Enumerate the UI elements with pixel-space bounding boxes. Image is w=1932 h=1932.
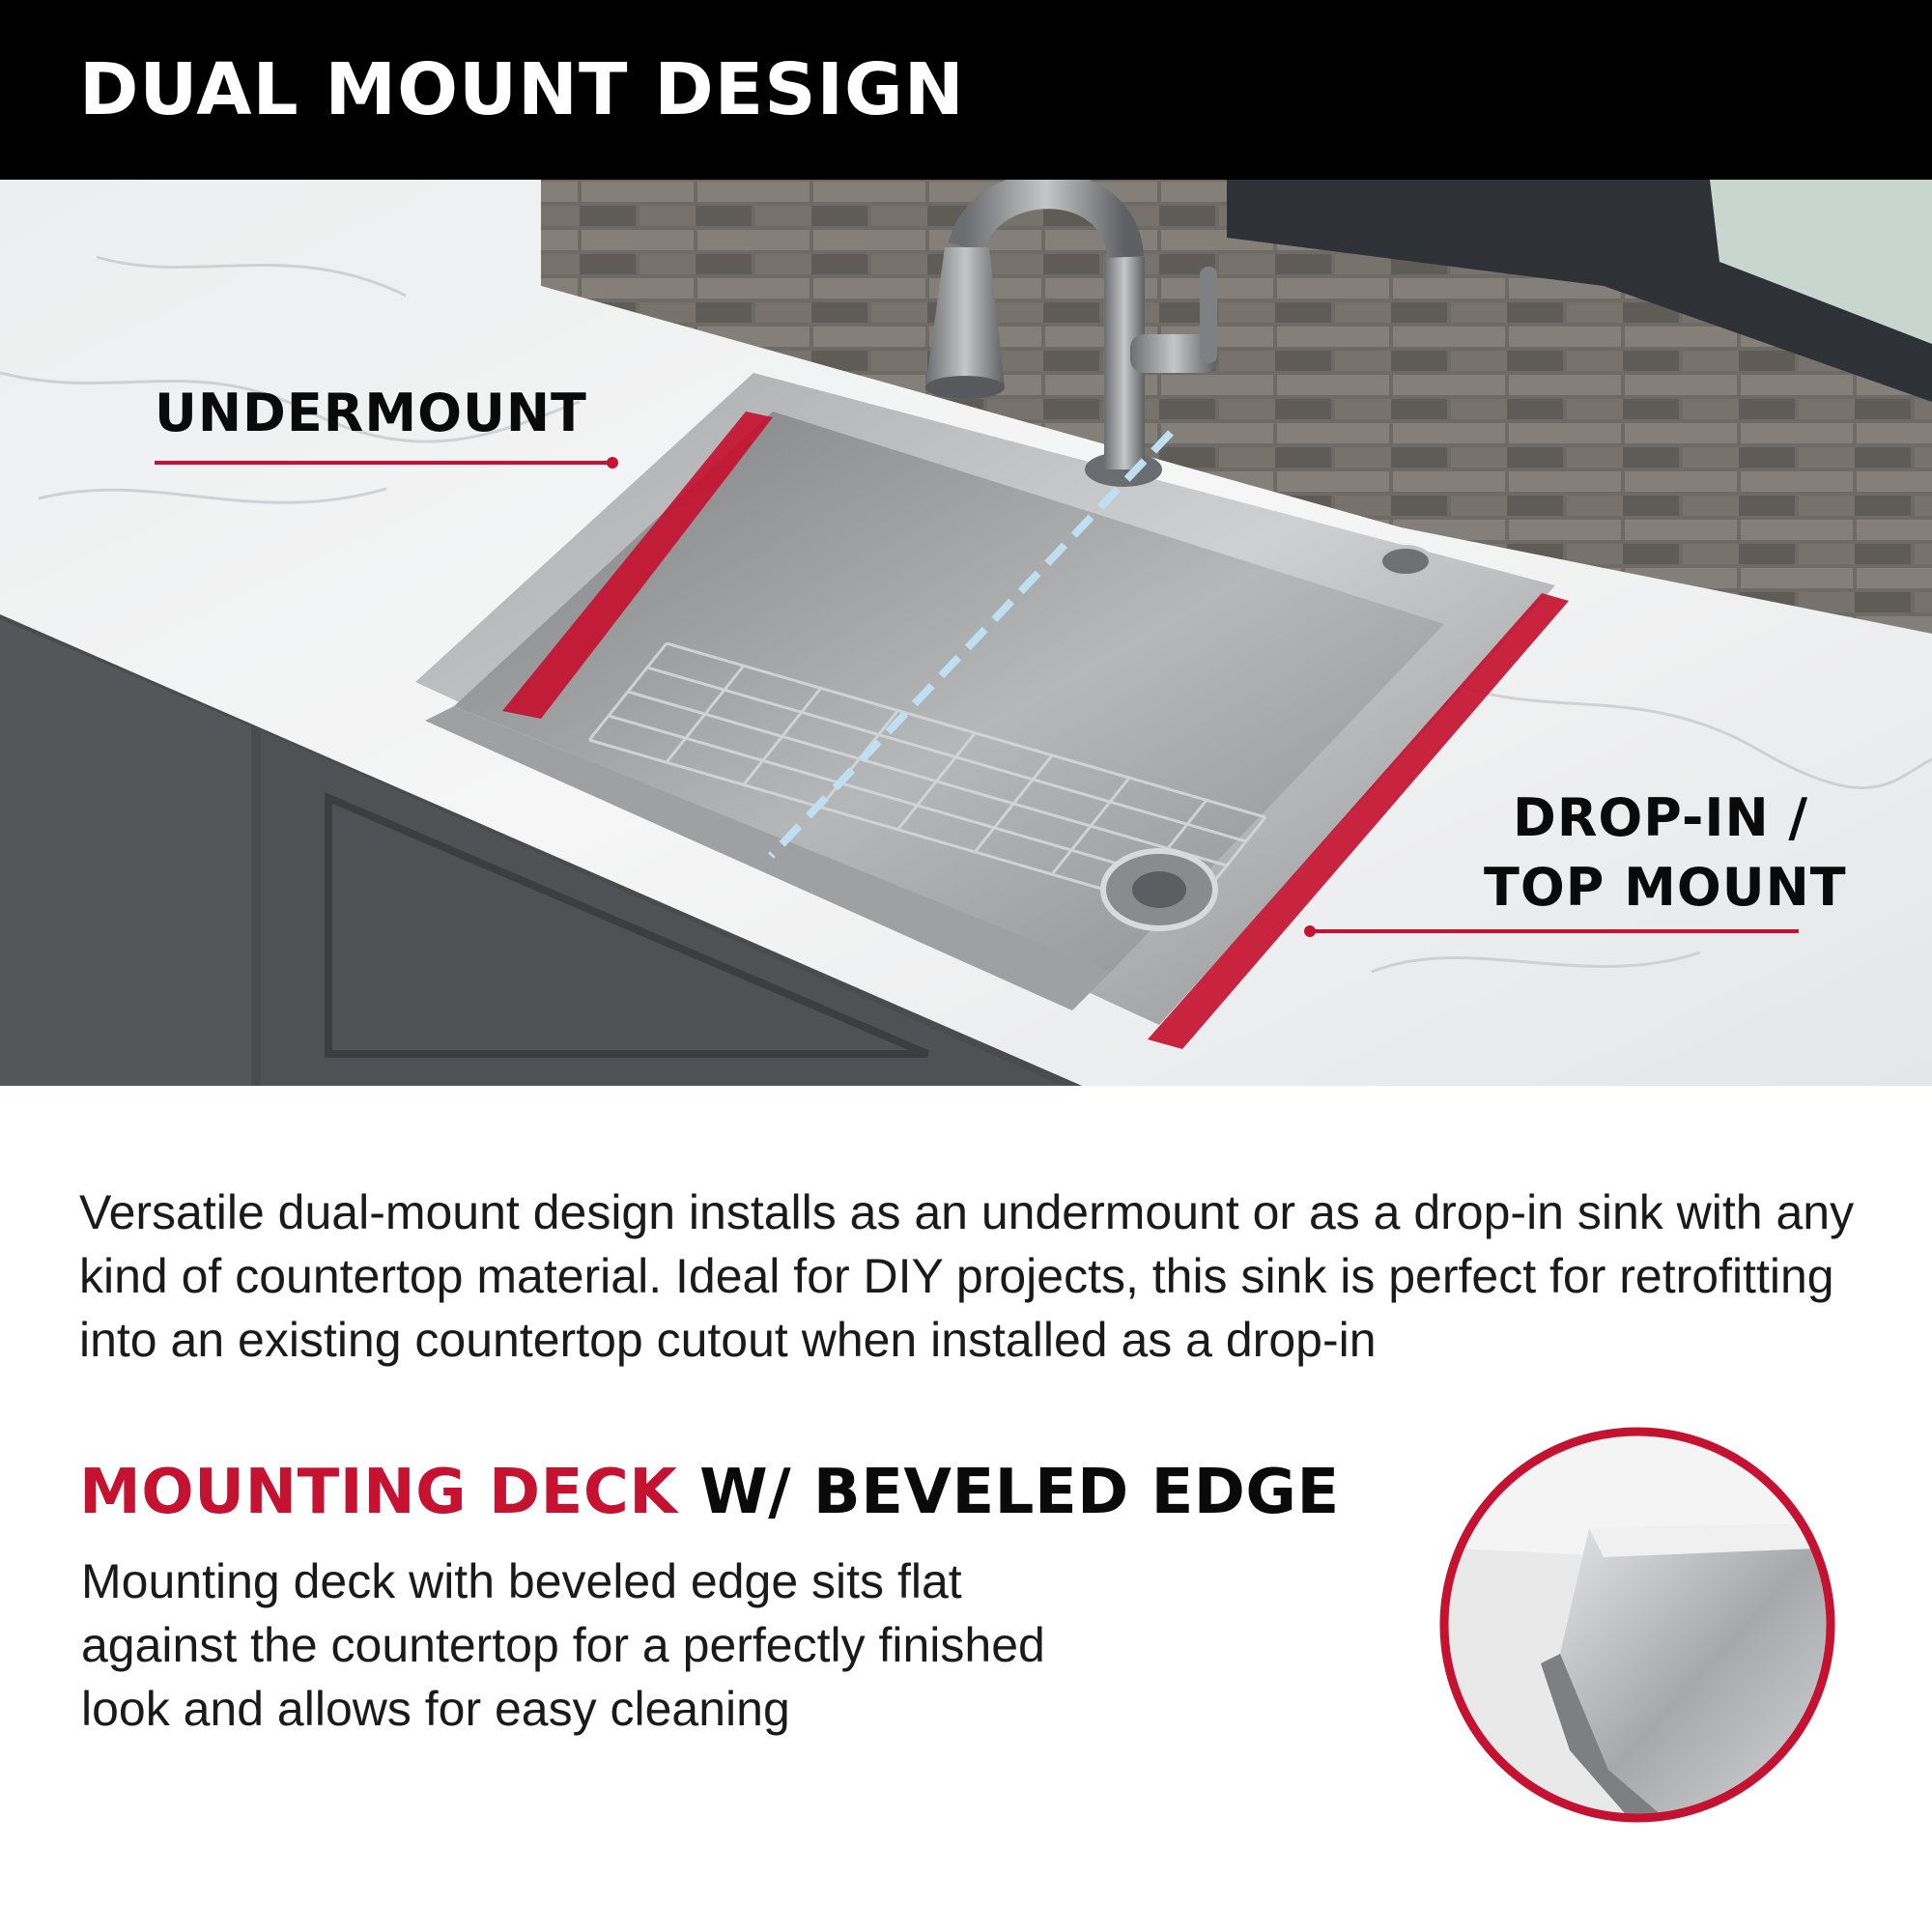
design-description: Versatile dual-mount design installs as an undermount or as a drop-in sink with any kind of countertop material. Ideal for DIY projects, this sink is perfect for retrofitting into an existing countertop cutout when installed as a drop-in [79,1185,1855,1367]
undermount-callout-dot [607,457,618,469]
feature-title-rest: W/ BEVELED EDGE [677,1457,1340,1528]
feature-description: Mounting deck with beveled edge sits flat against the countertop for a perfectly finished look and allows for easy cleaning [81,1554,1045,1736]
kitchen-sink-illustration [0,180,1932,1086]
beveled-edge-detail-image [1435,1422,1840,1828]
dropin-label-line1: DROP-IN / [1513,787,1809,848]
page-title: DUAL MOUNT DESIGN [79,48,965,131]
feature-title-accent: MOUNTING DECK [79,1457,678,1528]
soap-dispenser [1380,547,1431,576]
feature-title [79,1454,1340,1531]
dropin-label-line2: TOP MOUNT [1484,857,1847,918]
dropin-callout-dot [1304,925,1316,937]
undermount-label: UNDERMOUNT [155,383,587,443]
product-hero-image [0,180,1932,1086]
drain-center [1132,871,1186,908]
